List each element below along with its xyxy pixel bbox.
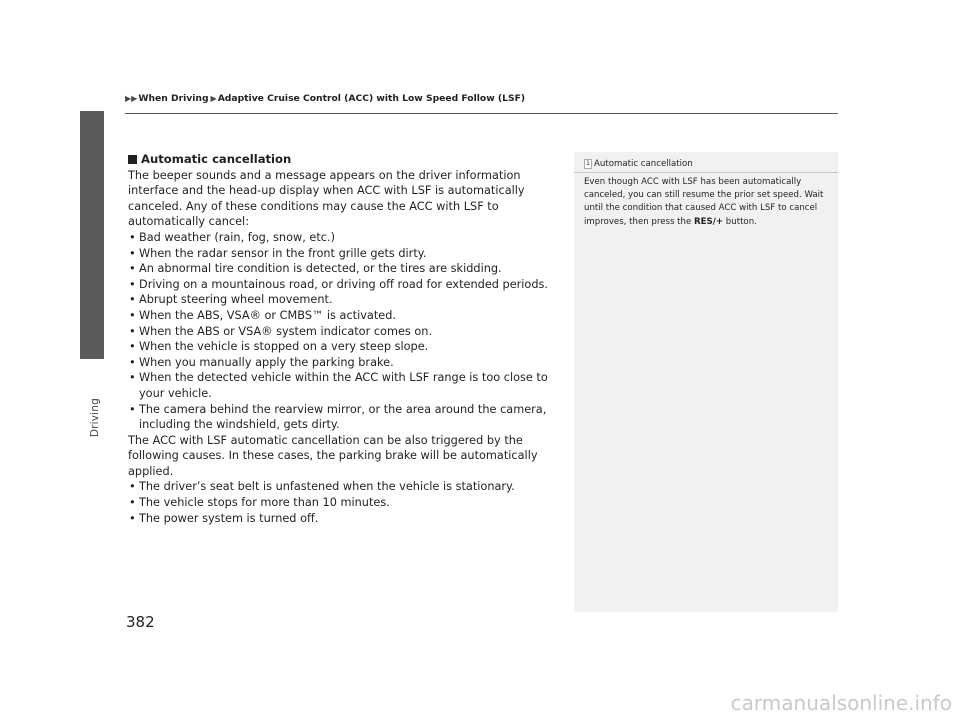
note-title [584,159,693,169]
list-item: • The vehicle stops for more than 10 minutes. [128,495,560,511]
breadcrumb-acc-lsf[interactable]: Adaptive Cruise Control (ACC) with Low Speed Follow (LSF) [217,93,526,104]
list-item: • Abrupt steering wheel movement. [128,292,560,308]
square-bullet-icon [128,155,137,164]
intro-paragraph: The beeper sounds and a message appears on the driver information interface and the head-up display when ACC with LSF is automatically canceled. Any of these conditions may cause the ACC with LSF to automatically cancel: [128,168,525,229]
section-tab [80,111,104,359]
list-item: • An abnormal tire condition is detected, or the tires are skidding. [128,261,560,277]
list-item: • The camera behind the rearview mirror, or the area around the camera, including the windshield, gets dirty. [128,402,560,433]
watermark-bar [0,682,960,722]
note-body [584,176,832,229]
list-item: • When the ABS or VSA® system indicator comes on. [128,324,560,340]
note-divider [574,172,838,173]
list-item: • Driving on a mountainous road, or driving off road for extended periods. [128,277,560,293]
list-item: • When the detected vehicle within the ACC with LSF range is too close to your vehicle. [128,370,560,401]
conditions-list [128,230,560,433]
list-item: • When the radar sensor in the front grille gets dirty. [128,246,560,262]
note-marker-icon: 1 [584,159,592,169]
sidebar-note [574,152,838,612]
triangle-right-icon: ▶▶ [125,94,138,103]
note-text-before: Even though ACC with LSF has been automatically canceled, you can still resume the prior set speed. Wait until the condition that caused ACC with LSF to cancel improves, then press the [584,177,824,227]
breadcrumb-when-driving[interactable]: When Driving [138,93,209,104]
list-item: • The power system is turned off. [128,511,560,527]
breadcrumb [125,93,840,104]
section-heading [128,152,560,168]
note-text-after: button. [723,216,757,227]
section-label: Driving [89,398,101,438]
list-item: • When the ABS, VSA® or CMBS™ is activated. [128,308,560,324]
list-item: • The driver’s seat belt is unfastened when the vehicle is stationary. [128,479,560,495]
outro-paragraph: The ACC with LSF automatic cancellation can be also triggered by the following causes. In these cases, the parking brake will be automatically applied. [128,433,538,478]
causes-list [128,479,560,526]
list-item: • When the vehicle is stopped on a very steep slope. [128,339,560,355]
triangle-right-icon: ▶ [210,94,217,103]
page-number: 382 [126,613,155,631]
watermark-text: carmanualsonline.info [730,691,952,715]
note-title-text: Automatic cancellation [594,159,693,169]
res-button-label: RES/+ [694,216,724,227]
list-item: • When you manually apply the parking brake. [128,355,560,371]
list-item: • Bad weather (rain, fog, snow, etc.) [128,230,560,246]
heading-text: Automatic cancellation [141,152,292,166]
header-divider [125,113,838,114]
main-content [128,152,560,526]
